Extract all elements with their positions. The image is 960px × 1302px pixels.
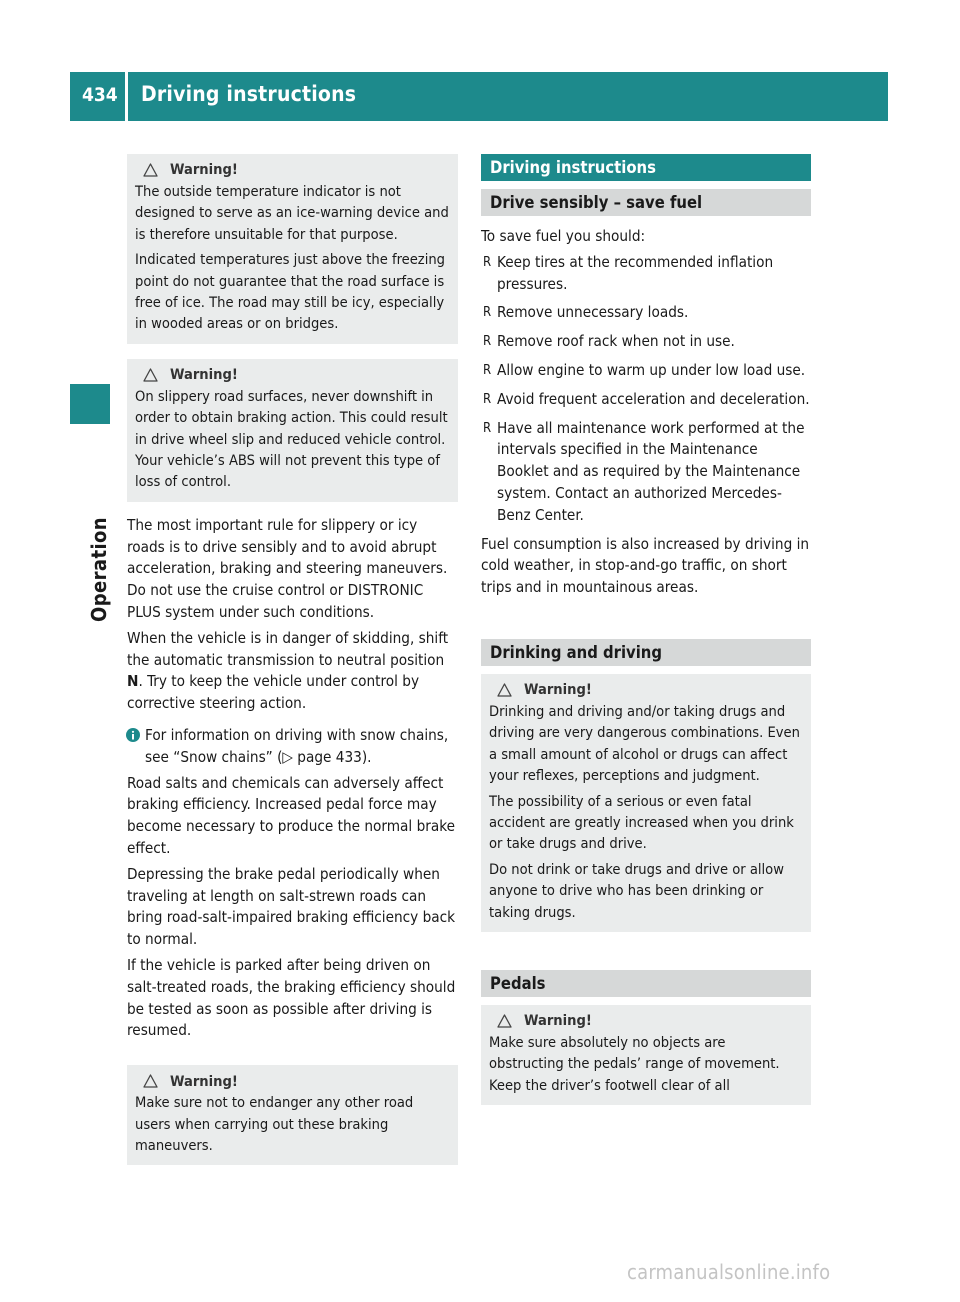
section-heading: Driving instructions <box>481 154 811 181</box>
left-column <box>127 154 458 1165</box>
right-column <box>481 154 811 1105</box>
info-text: For information on driving with snow chains, see “Snow chains” (▷ page 433). <box>145 726 449 766</box>
body-paragraph: Road salts and chemicals can adversely affect braking efficiency. Increased pedal force may become necessary to produce the normal brake effect. <box>127 773 456 858</box>
warning-box <box>127 154 458 344</box>
warning-triangle-icon <box>143 1074 158 1088</box>
warning-title: Warning! <box>170 366 238 384</box>
body-paragraph: Depressing the brake pedal periodically when traveling at length on salt-strewn roads can bring road-salt-impaired braking efficiency back to normal. <box>127 864 456 949</box>
warning-box <box>481 674 811 932</box>
warning-title: Warning! <box>524 1012 592 1030</box>
warning-text: Make sure absolutely no objects are obstructing the pedals’ range of movement. Keep the driver’s footwell clear of all <box>489 1034 780 1094</box>
warning-text: On slippery road surfaces, never downshift in order to obtain braking action. This could result in drive wheel slip and reduced vehicle control. Your vehicle’s ABS will not prevent this type of loss of control. <box>135 387 448 491</box>
list-item: R Remove roof rack when not in use. <box>481 331 811 353</box>
warning-box <box>127 1065 458 1165</box>
warning-title: Warning! <box>170 1072 238 1090</box>
body-paragraph: When the vehicle is in danger of skidding, shift the automatic transmission to neutral position N. Try to keep the vehicle under control by corrective steering action. <box>127 628 449 713</box>
warning-text: The possibility of a serious or even fatal accident are greatly increased when you drink or take drugs and drive. <box>489 792 794 853</box>
gear-position-n: N <box>127 672 139 691</box>
warning-text: The outside temperature indicator is not designed to serve as an ice-warning device and is therefore unsuitable for that purpose. <box>135 183 449 243</box>
watermark: carmanualsonline.info <box>627 1260 831 1284</box>
list-item: R Avoid frequent acceleration and deceleration. <box>481 389 811 411</box>
list-item: R Keep tires at the recommended inflation pressures. <box>481 252 811 296</box>
page-number: 434 <box>82 84 118 106</box>
info-icon <box>126 728 140 742</box>
body-paragraph: Fuel consumption is also increased by driving in cold weather, in stop-and-go traffic, on short trips and in mountainous areas. <box>481 534 810 597</box>
warning-box <box>481 1005 811 1105</box>
warning-text: Do not drink or take drugs and drive or allow anyone to drive who has been drinking or taking drugs. <box>489 860 784 921</box>
page-header <box>70 72 888 121</box>
chapter-marker <box>70 384 110 424</box>
page-title: Driving instructions <box>141 82 357 106</box>
warning-box <box>127 359 458 502</box>
subsection-heading: Drive sensibly – save fuel <box>481 189 811 216</box>
warning-triangle-icon <box>143 368 158 382</box>
header-separator <box>125 72 128 121</box>
warning-text: Indicated temperatures just above the freezing point do not guarantee that the road surface is free of ice. The road may still be icy, especially in wooded areas or on bridges. <box>135 251 446 333</box>
warning-text: Make sure not to endanger any other road users when carrying out these braking maneuvers. <box>135 1094 414 1155</box>
warning-text: Drinking and driving and/or taking drugs and driving are very dangerous combinations. Even a small amount of alcohol or drugs can affect your reflexes, perceptions and judgment. <box>489 702 800 785</box>
subsection-heading: Drinking and driving <box>481 639 811 666</box>
chapter-label: Operation <box>87 517 111 622</box>
list-item: R Have all maintenance work performed at the intervals specified in the Maintenance Booklet and as required by the Maintenance system. Contact an authorized Mercedes-Benz Center. <box>481 418 811 527</box>
warning-triangle-icon <box>143 163 158 177</box>
warning-triangle-icon <box>497 683 512 697</box>
warning-title: Warning! <box>524 681 592 699</box>
subsection-heading: Pedals <box>481 970 811 997</box>
fuel-saving-list <box>481 252 811 527</box>
body-paragraph: To save fuel you should: <box>481 227 646 245</box>
warning-triangle-icon <box>497 1014 512 1028</box>
body-paragraph: If the vehicle is parked after being driven on salt-treated roads, the braking efficiency should be tested as soon as possible after driving is resumed. <box>127 956 456 1040</box>
body-paragraph: The most important rule for slippery or icy roads is to drive sensibly and to avoid abrupt acceleration, braking and steering maneuvers. Do not use the cruise control or DISTRONIC PLUS system under such conditions. <box>127 515 448 622</box>
list-item: R Remove unnecessary loads. <box>481 302 811 324</box>
list-item: R Allow engine to warm up under low load use. <box>481 360 811 382</box>
warning-title: Warning! <box>170 161 238 179</box>
chapter-sidebar <box>70 121 110 1261</box>
info-note <box>127 725 458 769</box>
